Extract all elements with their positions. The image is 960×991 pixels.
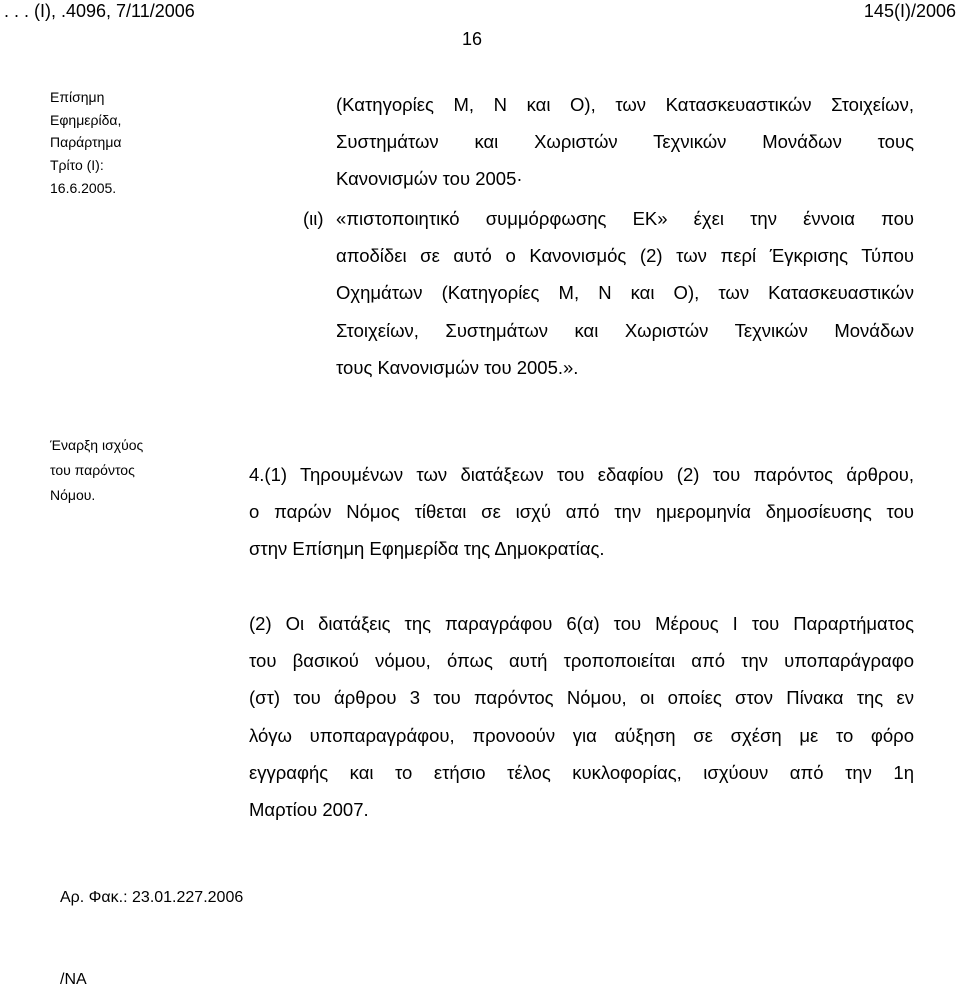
margin-note-gazette	[50, 86, 122, 200]
section-4-2	[249, 605, 914, 828]
margin-line: Έναρξη ισχύος	[50, 437, 144, 453]
text-line: τους Κανονισμών του 2005.».	[336, 356, 579, 378]
text-line: Στοιχείων, Συστημάτων και Χωριστών Τεχνικών Μονάδων	[336, 319, 914, 341]
text-line: αποδίδει σε αυτό ο Κανονισμός (2) των περί Έγκρισης Τύπου	[336, 245, 914, 267]
text-line: (στ) του άρθρου 3 του παρόντος Νόμου, οι οποίες στον Πίνακα της εν	[249, 687, 914, 709]
item-marker: (ιι)	[303, 208, 324, 229]
text-line: εγγραφής και το ετήσιο τέλος κυκλοφορίας, ισχύουν από την 1η	[249, 761, 914, 783]
text-line: (Κατηγορίες Μ, Ν και Ο), των Κατασκευαστικών Στοιχείων,	[336, 94, 914, 115]
page-number: 16	[462, 29, 483, 49]
text-line: στην Επίσημη Εφημερίδα της Δημοκρατίας.	[249, 538, 605, 560]
author-initials: /NA	[60, 971, 87, 988]
text-line: «πιστοποιητικό συμμόρφωσης ΕΚ» έχει την έννοια που	[336, 208, 914, 229]
text-line: 4.(1) Τηρουμένων των διατάξεων του εδαφίου (2) του παρόντος άρθρου,	[249, 464, 914, 485]
paragraph-definition	[336, 200, 914, 386]
text-line: (2) Οι διατάξεις της παραγράφου 6(α) του Μέρους Ι του Παραρτήματος	[249, 613, 914, 634]
section-4-1	[249, 456, 914, 568]
paragraph-continuation	[336, 86, 914, 198]
margin-line: Επίσημη	[50, 89, 105, 105]
margin-line: Παράρτημα	[50, 134, 122, 151]
text-line: του βασικού νόμου, όπως αυτή τροποποιείται από την υποπαράγραφο	[249, 650, 914, 672]
margin-note-commencement	[50, 433, 143, 508]
header-left: . . . (I), .4096, 7/11/2006	[4, 1, 195, 21]
margin-line: Τρίτο (Ι):	[50, 157, 104, 174]
margin-line: 16.6.2005.	[50, 179, 117, 196]
file-reference: Αρ. Φακ.: 23.01.227.2006	[60, 889, 244, 906]
text-line: λόγω υποπαραγράφου, προνοούν για αύξηση σε σχέση με το φόρο	[249, 724, 914, 746]
text-line: ο παρών Νόμος τίθεται σε ισχύ από την ημερομηνία δημοσίευσης του	[249, 501, 914, 523]
text-line: Οχημάτων (Κατηγορίες Μ, Ν και Ο), των Κατασκευαστικών	[336, 282, 914, 304]
margin-line: Νόμου.	[50, 487, 96, 503]
text-line: Συστημάτων και Χωριστών Τεχνικών Μονάδων τους	[336, 131, 914, 153]
text-line: Κανονισμών του 2005·	[336, 168, 523, 190]
text-line: Μαρτίου 2007.	[249, 798, 369, 820]
margin-line: Εφημερίδα,	[50, 111, 122, 128]
margin-line: του παρόντος	[50, 462, 135, 478]
header-right: 145(I)/2006	[863, 1, 956, 21]
